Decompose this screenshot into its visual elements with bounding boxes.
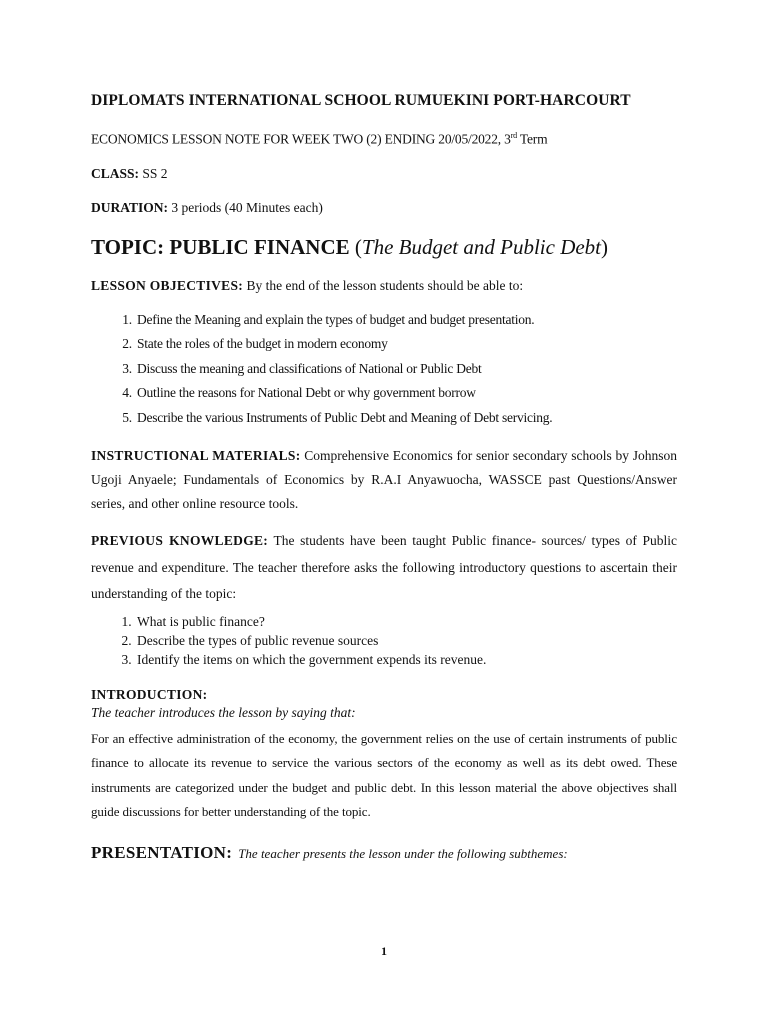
class-label: CLASS:	[91, 165, 140, 181]
presentation-text: The teacher presents the lesson under the following subthemes:	[238, 845, 568, 861]
objectives-intro: By the end of the lesson students should be able to:	[243, 277, 524, 293]
introduction-heading: INTRODUCTION:	[91, 686, 208, 702]
objective-item: 2. State the roles of the budget in modern economy	[135, 332, 677, 357]
lesson-note-title	[91, 131, 677, 148]
introductory-questions-list	[91, 612, 677, 669]
presentation-label: PRESENTATION:	[91, 842, 233, 862]
page-number: 1	[381, 944, 387, 958]
term-superscript: rd	[510, 131, 517, 140]
class-value: SS 2	[139, 165, 168, 181]
topic-close-paren: )	[601, 234, 609, 259]
objectives-label: LESSON OBJECTIVES:	[91, 277, 244, 293]
objective-item: 4. Outline the reasons for National Debt or why government borrow	[135, 381, 677, 406]
lesson-note-text: ECONOMICS LESSON NOTE FOR WEEK TWO (2) ENDING 20/05/2022, 3	[91, 131, 511, 147]
previous-knowledge	[91, 528, 677, 608]
term-suffix: Term	[516, 131, 548, 147]
class-line	[91, 166, 677, 182]
topic-subtitle: The Budget and Public Debt	[361, 234, 602, 259]
presentation-line	[91, 843, 677, 863]
introduction-body: For an effective administration of the economy, the government relies on the use of certain instruments of public finance to allocate its revenue to service the various sectors of the economy as well as its debt owed. These instruments are categorized under the budget and public debt. In this lesson material the above objectives shall guide discussions for better understanding of the topic.	[91, 730, 677, 819]
instructional-materials	[91, 444, 677, 516]
materials-label: INSTRUCTIONAL MATERIALS:	[91, 448, 301, 463]
previous-knowledge-label: PREVIOUS KNOWLEDGE:	[91, 533, 269, 548]
question-item: 3. Identify the items on which the government expends its revenue.	[135, 650, 677, 669]
duration-line	[91, 200, 677, 216]
topic-heading	[91, 235, 677, 260]
objectives-list	[91, 308, 677, 431]
question-item: 1. What is public finance?	[135, 612, 677, 631]
topic-open-paren: (	[349, 234, 362, 259]
introduction-subtitle: The teacher introduces the lesson by saying that:	[91, 704, 356, 720]
duration-label: DURATION:	[91, 199, 168, 215]
school-name: DIPLOMATS INTERNATIONAL SCHOOL RUMUEKINI PORT-HARCOURT	[91, 92, 631, 109]
document-page	[91, 92, 677, 863]
question-item: 2. Describe the types of public revenue sources	[135, 631, 677, 650]
objective-item: 3. Discuss the meaning and classifications of National or Public Debt	[135, 357, 677, 382]
materials-text: Comprehensive Economics for senior secondary schools by Johnson Ugoji Anyaele; Fundamentals of Economics by R.A.I Anyawuocha, WASSCE past Questions/Answer series, and other online resource tools.	[91, 448, 677, 511]
objective-item: 5. Describe the various Instruments of Public Debt and Meaning of Debt servicing.	[135, 406, 677, 431]
previous-knowledge-text: The students have been taught Public finance- sources/ types of Public revenue and expenditure. The teacher therefore asks the following introductory questions to ascertain their understanding of the topic:	[91, 533, 677, 601]
objective-item: 1. Define the Meaning and explain the types of budget and budget presentation.	[135, 308, 677, 333]
objectives-heading	[91, 278, 677, 294]
topic-label: TOPIC: PUBLIC FINANCE	[91, 234, 350, 259]
duration-value: 3 periods (40 Minutes each)	[168, 199, 323, 215]
